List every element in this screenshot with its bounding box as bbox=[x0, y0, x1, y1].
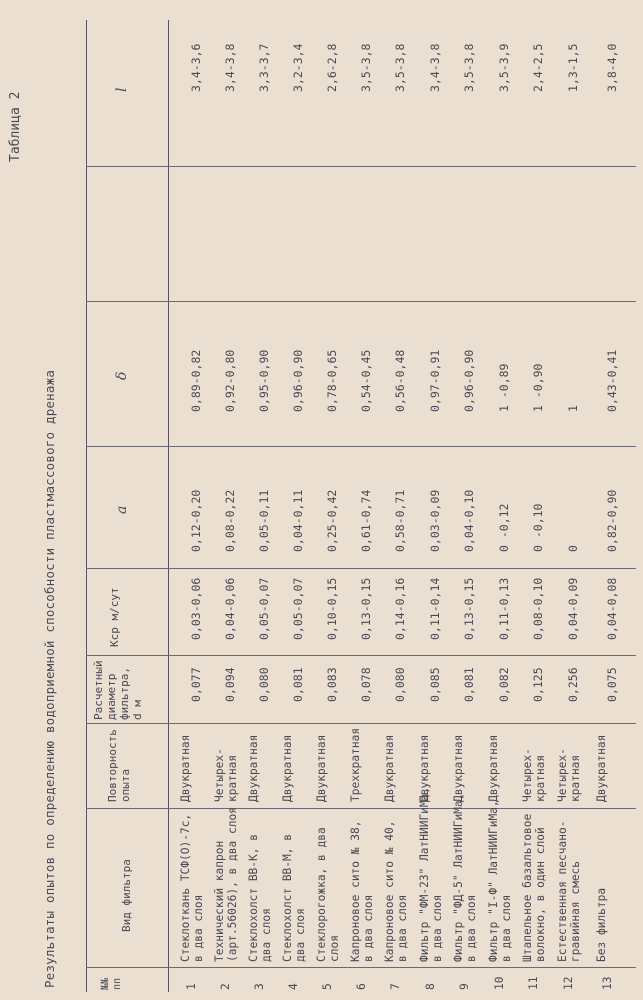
header-a: a bbox=[114, 505, 130, 514]
kcp-value: 0,13-0,15 bbox=[462, 577, 476, 640]
filter-name: в два слоя bbox=[464, 894, 478, 962]
diameter-value: 0,125 bbox=[531, 667, 545, 702]
kcp-value: 0,13-0,15 bbox=[359, 577, 373, 640]
repeat-count: Двукратная bbox=[247, 734, 260, 802]
diameter-value: 0,075 bbox=[605, 667, 619, 702]
l-value: 3,8-4,0 bbox=[605, 43, 619, 92]
filter-name: Стеклорогожка, в два bbox=[315, 827, 328, 962]
filter-name: Без фильтра bbox=[595, 887, 608, 962]
repeat-count: Четырех- bbox=[521, 748, 534, 802]
a-value: 0,04-0,10 bbox=[462, 489, 476, 552]
repeat-count: Двукратная bbox=[595, 734, 608, 802]
a-value: 0,12-0,20 bbox=[189, 489, 203, 552]
row-number: 6 bbox=[355, 983, 368, 990]
diameter-value: 0,080 bbox=[257, 667, 271, 702]
a-value: 0,08-0,22 bbox=[223, 489, 237, 552]
a-value: 0 -0,10 bbox=[531, 503, 545, 552]
filter-name: Штапельное базальтовое bbox=[521, 813, 534, 962]
col-divider bbox=[86, 723, 636, 724]
filter-name: Капроновое сито № 40, bbox=[383, 820, 396, 962]
kcp-value: 0,11-0,13 bbox=[497, 577, 511, 640]
table-number: Таблица 2 bbox=[8, 91, 23, 162]
repeat-count: Двукратная bbox=[383, 734, 396, 802]
a-value: 0,25-0,42 bbox=[325, 489, 339, 552]
repeat-count: кратная bbox=[568, 754, 582, 802]
filter-name: Технический капрон bbox=[213, 840, 226, 962]
delta-value: 0,96-0,90 bbox=[462, 349, 476, 412]
header-no: №№ пп bbox=[100, 977, 123, 990]
delta-value: 0,43-0,41 bbox=[605, 349, 619, 412]
row-number: 7 bbox=[389, 983, 402, 990]
row-number: 11 bbox=[527, 976, 540, 990]
diameter-value: 0,256 bbox=[566, 667, 580, 702]
delta-value: 0,92-0,80 bbox=[223, 349, 237, 412]
delta-value: 1 -0,90 bbox=[531, 363, 545, 412]
a-value: 0,58-0,71 bbox=[393, 489, 407, 552]
filter-name: Естественная песчано- bbox=[556, 820, 569, 962]
header-kcp: Kср м/сут bbox=[108, 587, 121, 647]
repeat-count: Двукратная bbox=[281, 734, 294, 802]
row-number: 10 bbox=[493, 976, 506, 990]
header-repeat: Повторность опыта bbox=[106, 729, 132, 802]
kcp-value: 0,11-0,14 bbox=[428, 577, 442, 640]
delta-value: 0,54-0,45 bbox=[359, 349, 373, 412]
filter-name: Стеклоткань ТСФ(О)-7с, bbox=[179, 813, 192, 962]
repeat-count: Двукратная bbox=[179, 734, 192, 802]
kcp-value: 0,04-0,06 bbox=[223, 577, 237, 640]
repeat-count: Двукратная bbox=[315, 734, 328, 802]
diameter-value: 0,094 bbox=[223, 667, 237, 702]
repeat-count: Четырех- bbox=[556, 748, 569, 802]
col-divider bbox=[86, 568, 636, 569]
header-delta: δ bbox=[114, 371, 130, 380]
row-number: 9 bbox=[458, 983, 471, 990]
delta-value: 0,56-0,48 bbox=[393, 349, 407, 412]
repeat-count: кратная bbox=[533, 754, 547, 802]
l-value: 3,5-3,8 bbox=[462, 43, 476, 92]
l-value: 3,4-3,8 bbox=[223, 43, 237, 92]
a-value: 0 -0,12 bbox=[497, 503, 511, 552]
row-number: 8 bbox=[424, 983, 437, 990]
a-value: 0 bbox=[566, 545, 580, 552]
a-value: 0,04-0,11 bbox=[291, 489, 305, 552]
l-value: 3,2-3,4 bbox=[291, 43, 305, 92]
filter-name: в два слоя bbox=[191, 894, 205, 962]
filter-name: два слоя bbox=[259, 908, 273, 962]
repeat-count: Двукратная bbox=[487, 734, 500, 802]
diameter-value: 0,081 bbox=[462, 667, 476, 702]
filter-name: два слоя bbox=[293, 908, 307, 962]
filter-name: Стеклохолст ВВ-К, в bbox=[247, 834, 260, 962]
filter-name: Фильтр "I-Ф" ЛатНИИГиМа, bbox=[487, 800, 500, 962]
kcp-value: 0,04-0,08 bbox=[605, 577, 619, 640]
filter-name: в два слоя bbox=[361, 894, 375, 962]
l-value: 3,5-3,8 bbox=[393, 43, 407, 92]
header-l: l bbox=[114, 87, 130, 92]
col-divider bbox=[86, 301, 636, 302]
kcp-value: 0,08-0,10 bbox=[531, 577, 545, 640]
repeat-count: Трехкратная bbox=[349, 727, 362, 802]
diameter-value: 0,080 bbox=[393, 667, 407, 702]
filter-name: Капроновое сито № 38, bbox=[349, 820, 362, 962]
delta-value: 0,95-0,90 bbox=[257, 349, 271, 412]
filter-name: в два слоя bbox=[499, 894, 513, 962]
results-table bbox=[86, 20, 636, 992]
diameter-value: 0,082 bbox=[497, 667, 511, 702]
kcp-value: 0,10-0,15 bbox=[325, 577, 339, 640]
col-divider bbox=[86, 967, 636, 968]
repeat-count: Двукратная bbox=[418, 734, 431, 802]
delta-value: 0,96-0,90 bbox=[291, 349, 305, 412]
a-value: 0,05-0,11 bbox=[257, 489, 271, 552]
a-value: 0,82-0,90 bbox=[605, 489, 619, 552]
filter-name: слоя bbox=[327, 935, 341, 962]
l-value: 2,6-2,8 bbox=[325, 43, 339, 92]
header-diameter: Расчетный диаметр фильтра, d м bbox=[92, 660, 144, 720]
col-divider bbox=[86, 166, 636, 167]
repeat-count: Четырех- bbox=[213, 748, 226, 802]
row-number: 4 bbox=[287, 983, 300, 990]
filter-name: гравийная смесь bbox=[568, 860, 582, 962]
filter-name: волокно, в один слой bbox=[533, 827, 547, 962]
col-divider bbox=[86, 446, 636, 447]
l-value: 3,3-3,7 bbox=[257, 43, 271, 92]
delta-value: 1 -0,89 bbox=[497, 363, 511, 412]
repeat-count: Двукратная bbox=[452, 734, 465, 802]
delta-value: 1 bbox=[566, 405, 580, 412]
kcp-value: 0,04-0,09 bbox=[566, 577, 580, 640]
row-number: 3 bbox=[253, 983, 266, 990]
col-divider bbox=[86, 808, 636, 809]
filter-name: Фильтр "ФМ-23" ЛатНИИГиМа, bbox=[418, 786, 431, 962]
l-value: 3,4-3,8 bbox=[428, 43, 442, 92]
col-divider bbox=[86, 655, 636, 656]
row-number: 12 bbox=[562, 976, 575, 990]
row-number: 1 bbox=[185, 983, 198, 990]
a-value: 0,03-0,09 bbox=[428, 489, 442, 552]
delta-value: 0,89-0,82 bbox=[189, 349, 203, 412]
table-title: Результаты опытов по определению водоприемной способности пластмассового дренажа bbox=[42, 369, 57, 988]
diameter-value: 0,078 bbox=[359, 667, 373, 702]
delta-value: 0,78-0,65 bbox=[325, 349, 339, 412]
kcp-value: 0,03-0,06 bbox=[189, 577, 203, 640]
row-number: 2 bbox=[219, 983, 232, 990]
diameter-value: 0,081 bbox=[291, 667, 305, 702]
filter-name: (арт.56026), в два слоя bbox=[225, 807, 239, 962]
filter-name: Стеклохолст ВВ-М, в bbox=[281, 834, 294, 962]
diameter-value: 0,085 bbox=[428, 667, 442, 702]
l-value: 3,4-3,6 bbox=[189, 43, 203, 92]
l-value: 3,5-3,8 bbox=[359, 43, 373, 92]
repeat-count: кратная bbox=[225, 754, 239, 802]
filter-name: в два слоя bbox=[430, 894, 444, 962]
l-value: 2,4-2,5 bbox=[531, 43, 545, 92]
row-number: 5 bbox=[321, 983, 334, 990]
row-number: 13 bbox=[601, 976, 614, 990]
kcp-value: 0,14-0,16 bbox=[393, 577, 407, 640]
l-value: 1,3-1,5 bbox=[566, 43, 580, 92]
kcp-value: 0,05-0,07 bbox=[291, 577, 305, 640]
delta-value: 0,97-0,91 bbox=[428, 349, 442, 412]
filter-name: Фильтр "ФД-5" ЛатНИИГиМа, bbox=[452, 793, 465, 962]
filter-name: в два слоя bbox=[395, 894, 409, 962]
diameter-value: 0,077 bbox=[189, 667, 203, 702]
diameter-value: 0,083 bbox=[325, 667, 339, 702]
kcp-value: 0,05-0,07 bbox=[257, 577, 271, 640]
l-value: 3,5-3,9 bbox=[497, 43, 511, 92]
header-filter: Вид фильтра bbox=[120, 859, 133, 932]
a-value: 0,61-0,74 bbox=[359, 489, 373, 552]
